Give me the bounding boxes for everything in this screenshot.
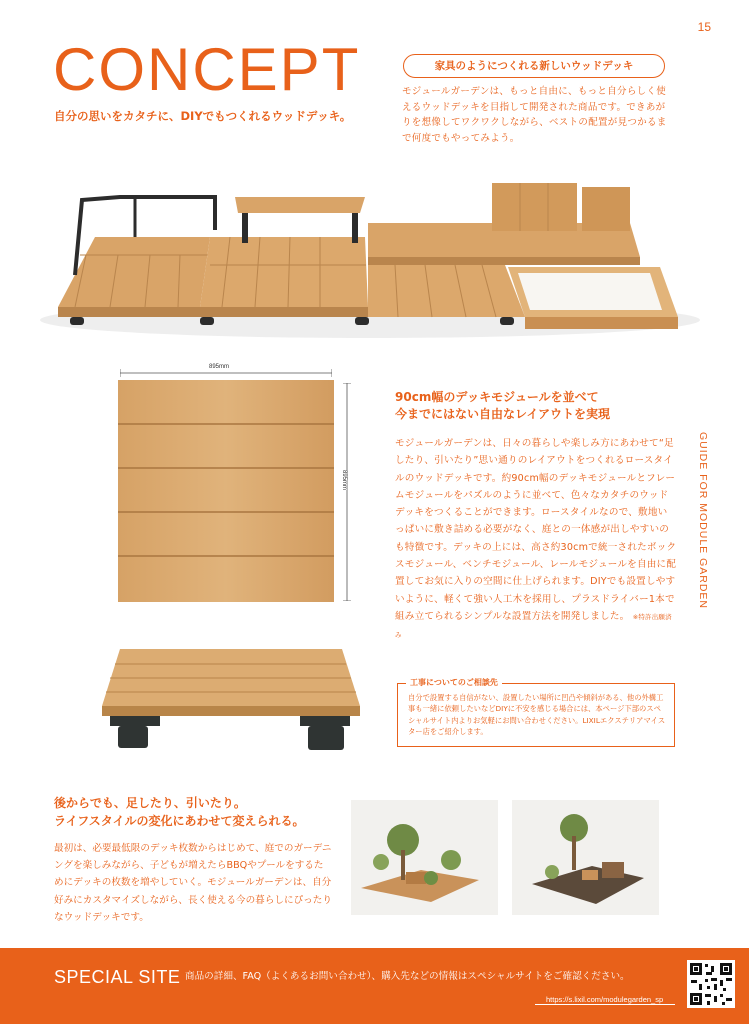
width-dimension-label: 895mm xyxy=(209,364,230,370)
special-site-footer xyxy=(0,948,749,1024)
intro-pill-heading: 家具のようにつくれる新しいウッドデッキ xyxy=(403,54,665,78)
height-dimension-label: 895mm xyxy=(341,470,347,491)
patent-note: ※特許出願済み xyxy=(395,612,672,640)
deck-module-side-view xyxy=(100,644,362,754)
side-section-label: GUIDE FOR MODULE GARDEN xyxy=(697,432,709,610)
after-section-body: 最初は、必要最低限のデッキ枚数からはじめて、庭でのガーデニングを楽しみながら、子どもが増えたらBBQやプールをするためにデッキの枚数を増やしていく。モジュールガーデンは、自分好みにカスタマイズしながら、長く使える今の暮らしにぴったりなウッドデッキです。 xyxy=(54,843,332,923)
concept-subtitle: 自分の思いをカタチに、DIYでもつくれるウッドデッキ。 xyxy=(54,109,352,123)
consultation-title: 工事についてのご相談先 xyxy=(406,677,502,688)
consultation-text: 自分で設置する自信がない、設置したい場所に凹凸や傾斜がある、他の外構工事も一緒に依頼したいなどDIYに不安を感じる場合には、本ページ下部のスペシャルサイト内よりお気軽にお問い合わせください。LIXILエクステリアマイスター店をご紹介します。 xyxy=(408,693,666,736)
garden-deck-photo-1 xyxy=(351,800,498,915)
module-body-text: モジュールガーデンは、日々の暮らしや楽しみ方にあわせて“足したり、引いたり”思い通りのレイアウトをつくれるロースタイルのウッドデッキです。約90cm幅のデッキモジュールとフレームモジュールをパズルのように並べて、色々なカタチのウッドデッキをつくることができます。ロースタイルなので、敷地いっぱいに敷き詰める必要がなく、庭との一体感が出しやすいのも特徴です。デッキの上には、高さ約30cmで統一されたボックスモジュール、ベンチモジュール、レールモジュールを自由に配置してお気に入りの空間に仕上げられます。DIYでも設置しやすいように、軽くて強い人工木を採用し、プラスドライバー1本で組み立てられるシンプルな設置方法を開発しました。 xyxy=(395,438,677,622)
module-section-body xyxy=(395,435,677,645)
after-section-heading xyxy=(54,794,305,830)
consultation-box xyxy=(397,678,675,747)
url-underline xyxy=(535,1004,675,1005)
module-heading-line2: 今までにはない自由なレイアウトを実現 xyxy=(395,407,611,421)
page-number: 15 xyxy=(697,20,711,34)
intro-text: モジュールガーデンは、もっと自由に、もっと自分らしく使えるウッドデッキを目指して開発された商品です。できあがりを想像してワクワクしながら、ベストの配置が見つかるまで何度でもやってみよう。 xyxy=(402,86,667,144)
special-site-url-link[interactable]: https://s.lixil.com/modulegarden_sp xyxy=(546,995,664,1004)
module-heading-line1: 90cm幅のデッキモジュールを並べて xyxy=(395,390,599,404)
hero-deck-image xyxy=(30,175,720,345)
garden-deck-photo-2 xyxy=(512,800,659,915)
special-site-description: 商品の詳細、FAQ（よくあるお問い合わせ）、購入先などの情報はスペシャルサイトをご確認ください。 xyxy=(185,971,630,982)
qr-code[interactable] xyxy=(687,960,735,1008)
dimension-line-height xyxy=(342,383,352,601)
after-heading-line2: ライフスタイルの変化にあわせて変えられる。 xyxy=(54,814,305,828)
special-site-title: SPECIAL SITE xyxy=(54,967,181,987)
module-section-heading xyxy=(395,389,610,423)
concept-title: CONCEPT xyxy=(53,36,361,103)
deck-module-top-view xyxy=(118,380,334,602)
after-heading-line1: 後からでも、足したり、引いたり。 xyxy=(54,796,246,810)
